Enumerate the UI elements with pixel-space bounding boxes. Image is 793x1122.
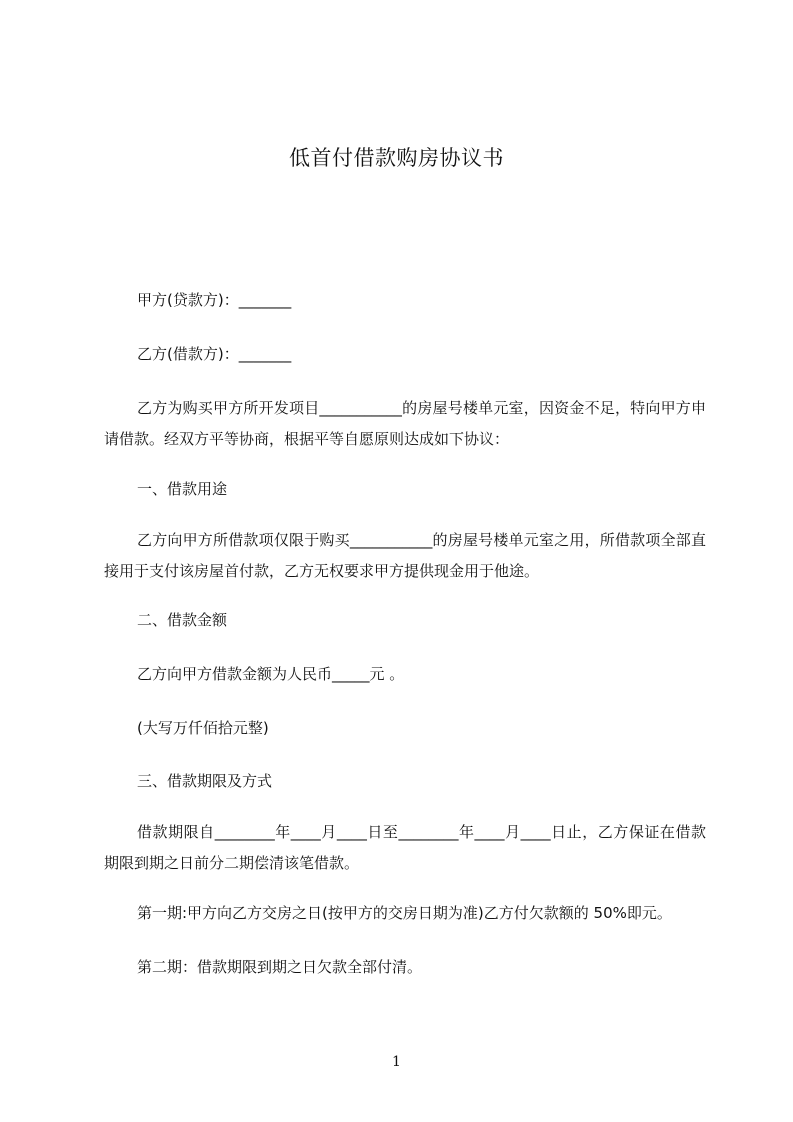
phase-1-line: 第一期:甲方向乙方交房之日(按甲方的交房日期为准)乙方付欠款额的 50%即元。 <box>137 904 672 922</box>
page-number: 1 <box>392 1054 401 1070</box>
intro-paragraph: 乙方为购买甲方所开发项目___________的房屋号楼单元室，因资金不足，特向甲方申请借款。经双方平等协商，根据平等自愿原则达成如下协议： <box>104 399 706 448</box>
section-1-body: 乙方向甲方所借款项仅限于购买___________的房屋号楼单元室之用，所借款项全部直接用于支付该房屋首付款，乙方无权要求甲方提供现金用于他途。 <box>104 531 706 580</box>
section-1-heading: 一、借款用途 <box>137 480 228 498</box>
document-title: 低首付借款购房协议书 <box>289 146 504 170</box>
section-2-amount: 乙方向甲方借款金额为人民币_____元 。 <box>137 665 405 683</box>
phase-2-line: 第二期：借款期限到期之日欠款全部付清。 <box>137 958 423 976</box>
party-a-line: 甲方(贷款方)：_______ <box>137 291 292 309</box>
section-2-capital-amount: (大写万仟佰拾元整) <box>137 719 269 737</box>
section-3-body: 借款期限自________年____月____日至________年____月____日止，乙方保证在借款期限到期之日前分二期偿清该笔借款。 <box>104 823 706 872</box>
section-3-heading: 三、借款期限及方式 <box>137 772 273 790</box>
party-b-line: 乙方(借款方)：_______ <box>137 345 292 363</box>
section-2-heading: 二、借款金额 <box>137 611 228 629</box>
